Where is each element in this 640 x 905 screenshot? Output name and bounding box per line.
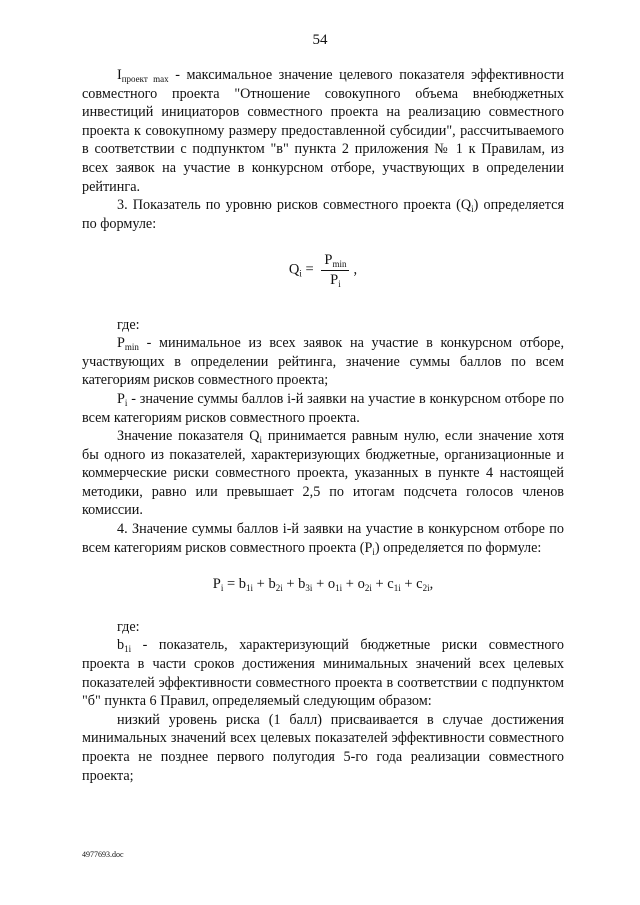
paragraph-text: - минимальное из всех заявок на участие в конкурсном отборе, участвующих в определении рейтинга, значение суммы баллов по всем категориям рисков совместного проекта; bbox=[82, 335, 564, 389]
fraction-numerator bbox=[321, 251, 349, 271]
paragraph-text: 4. Значение суммы баллов i-й заявки на участие в конкурсном отборе по всем категориям рисков совместного проекта (P bbox=[82, 521, 564, 556]
formula-term: + o bbox=[312, 576, 336, 593]
paragraph-item-4 bbox=[82, 520, 564, 557]
formula-term-subscript: 1i bbox=[335, 583, 343, 594]
paragraph-text-tail: ) определяется по формуле: bbox=[374, 539, 542, 556]
symbol-i-subscript: проект max bbox=[121, 74, 169, 84]
symbol-p: P bbox=[117, 335, 125, 352]
paragraph-text: - значение суммы баллов i-й заявки на участие в конкурсном отборе по всем категориям рисков совместного проекта. bbox=[82, 390, 564, 426]
formula-term-subscript: 2i bbox=[364, 583, 372, 594]
denominator-subscript: i bbox=[338, 278, 341, 289]
denominator-base: P bbox=[330, 271, 339, 288]
symbol-p-subscript: min bbox=[124, 342, 139, 353]
paragraph-text: Значение показателя Q bbox=[117, 428, 260, 445]
formula-lhs: Q bbox=[288, 261, 300, 278]
formula-term-subscript: 1i bbox=[246, 583, 254, 594]
symbol-b: b bbox=[117, 637, 125, 654]
paragraph-low-risk: низкий уровень риска (1 балл) присваивается в случае достижения минимальных значений всех целевых показателей эффективности совместного проекта не позднее первого полугодия 5-го года реализации совместного проекта; bbox=[82, 711, 564, 784]
paragraph-p-i bbox=[82, 390, 564, 427]
numerator-subscript: min bbox=[332, 259, 347, 270]
symbol-p-subscript: i bbox=[124, 397, 128, 408]
where-label-1: где: bbox=[117, 316, 140, 333]
formula-tail: , bbox=[353, 261, 358, 278]
paragraph-text: - максимальное значение целевого показателя эффективности совместного проекта "Отношение совокупного объема внебюджетных инвестиций инициаторов совместного проекта на реализацию совместного проекта к совокупному размеру предоставленной субсидии", рассчитываемого в соответствии с подпунктом "в" пункта 2 приложения № 1 к Правилам, из всех заявок на участие в конкурсном отборе, участвующих в определении рейтинга. bbox=[82, 67, 564, 195]
paragraph-text-tail: ) определяется по формуле: bbox=[82, 197, 564, 232]
formula-term: P bbox=[212, 576, 221, 593]
symbol-i: I bbox=[117, 67, 122, 83]
formula-term-subscript: 1i bbox=[393, 583, 401, 594]
paragraph-text: 3. Показатель по уровню рисков совместного проекта (Q bbox=[117, 197, 472, 214]
formula-pi bbox=[82, 575, 564, 594]
document-body bbox=[82, 66, 564, 785]
paragraph-text-tail: принимается равным нулю, если значение хотя бы одного из показателей, характеризующих бюджетные, организационные и коммерческие риски совместного проекта, указанных в пункте 4 настоящей методики, равно или превышает 2,5 по итогам подсчета голосов членов комиссии. bbox=[82, 428, 565, 519]
formula-term: + o bbox=[342, 576, 365, 593]
formula-term-subscript: i bbox=[220, 583, 224, 594]
subscript: i bbox=[372, 546, 375, 557]
formula-term-subscript: 3i bbox=[305, 583, 313, 594]
formula-term: + b bbox=[282, 576, 306, 593]
paragraph-qi-zero bbox=[82, 427, 564, 520]
symbol-p: P bbox=[117, 390, 125, 407]
page-number: 54 bbox=[312, 32, 328, 48]
footer-filename: 4977693.doc bbox=[82, 850, 124, 859]
subscript: i bbox=[259, 435, 263, 446]
formula-equals: = bbox=[301, 261, 318, 278]
formula-term-subscript: 2i bbox=[275, 583, 283, 594]
formula-term: + c bbox=[400, 576, 423, 593]
paragraph-i-project-max bbox=[82, 66, 564, 196]
formula-term: + c bbox=[371, 576, 394, 593]
formula-term: + b bbox=[253, 576, 276, 593]
symbol-b-subscript: 1i bbox=[124, 644, 132, 655]
paragraph-b1i bbox=[82, 636, 564, 710]
formula-lhs-subscript: i bbox=[299, 268, 302, 279]
fraction-denominator bbox=[321, 271, 349, 290]
formula-tail: , bbox=[429, 576, 434, 593]
formula-qi bbox=[82, 251, 564, 289]
paragraph-item-3 bbox=[82, 196, 564, 233]
formula-term: = b bbox=[223, 576, 247, 593]
paragraph-p-min bbox=[82, 334, 564, 390]
where-label-2: где: bbox=[117, 618, 140, 635]
subscript: i bbox=[471, 204, 474, 215]
formula-term-subscript: 2i bbox=[422, 583, 430, 594]
paragraph-text: - показатель, характеризующий бюджетные риски совместного проекта в части сроков достижения минимальных значений всех целевых показателей эффективности совместного проекта в соответствии с подпунктом "б" пункта 6 Правил, определяемый следующим образом: bbox=[82, 637, 564, 710]
numerator-base: P bbox=[324, 252, 333, 269]
formula-fraction bbox=[321, 251, 349, 289]
